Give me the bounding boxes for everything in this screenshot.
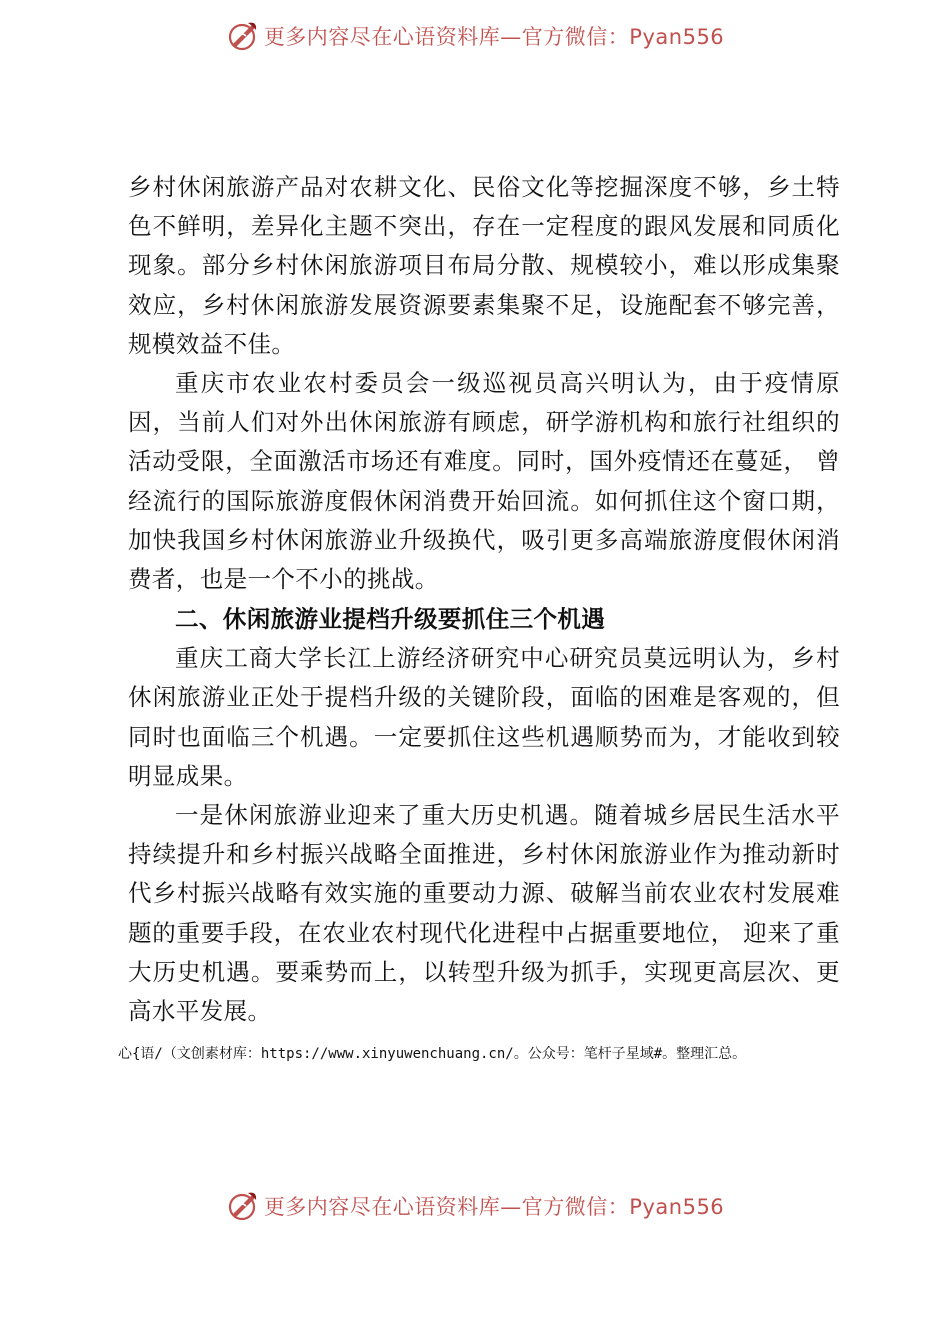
section-heading: 二、休闲旅游业提档升级要抓住三个机遇 (175, 605, 606, 634)
document-body (128, 168, 840, 1031)
header-banner (0, 16, 950, 56)
paragraph-4: 一是休闲旅游业迎来了重大历史机遇。随着城乡居民生活水平持续提升和乡村振兴战略全面推进，乡村休闲旅游业作为推动新时代乡村振兴战略有效实施的重要动力源、破解当前农业农村发展难题的重要手段，在农业农村现代化进程中占据重要地位， 迎来了重大历史机遇。要乘势而上，以转型升级为抓手，实现更高层次、更高水平发展。 (128, 801, 840, 1026)
quill-pen-logo-icon (226, 1189, 260, 1223)
paragraph-1: 乡村休闲旅游产品对农耕文化、民俗文化等挖掘深度不够，乡土特色不鲜明，差异化主题不突出，存在一定程度的跟风发展和同质化现象。部分乡村休闲旅游项目布局分散、规模较小，难以形成集聚效应，乡村休闲旅游发展资源要素集聚不足，设施配套不够完善，规模效益不佳。 (128, 173, 840, 358)
paragraph-2: 重庆市农业农村委员会一级巡视员高兴明认为，由于疫情原因，当前人们对外出休闲旅游有顾虑，研学游机构和旅行社组织的活动受限，全面激活市场还有难度。同时，国外疫情还在蔓延， 曾经流行的国际旅游度假休闲消费开始回流。如何抓住这个窗口期，加快我国乡村休闲旅游业升级换代，吸引更多高端旅游度假休闲消费者，也是一个不小的挑战。 (128, 369, 840, 594)
footer-banner-text: 更多内容尽在心语资料库—官方微信：Pyan556 (263, 1195, 725, 1219)
header-banner-text: 更多内容尽在心语资料库—官方微信：Pyan556 (263, 25, 725, 49)
quill-pen-logo-icon (226, 19, 260, 53)
footer-source-note: 心{语/（文创素材库：https://www.xinyuwenchuang.cn/。公众号：笔杆子星域#。整理汇总。 (118, 1046, 747, 1062)
footer-banner (0, 1186, 950, 1226)
paragraph-3: 重庆工商大学长江上游经济研究中心研究员莫远明认为，乡村休闲旅游业正处于提档升级的关键阶段，面临的困难是客观的，但同时也面临三个机遇。一定要抓住这些机遇顺势而为，才能收到较明显成果。 (128, 644, 840, 790)
